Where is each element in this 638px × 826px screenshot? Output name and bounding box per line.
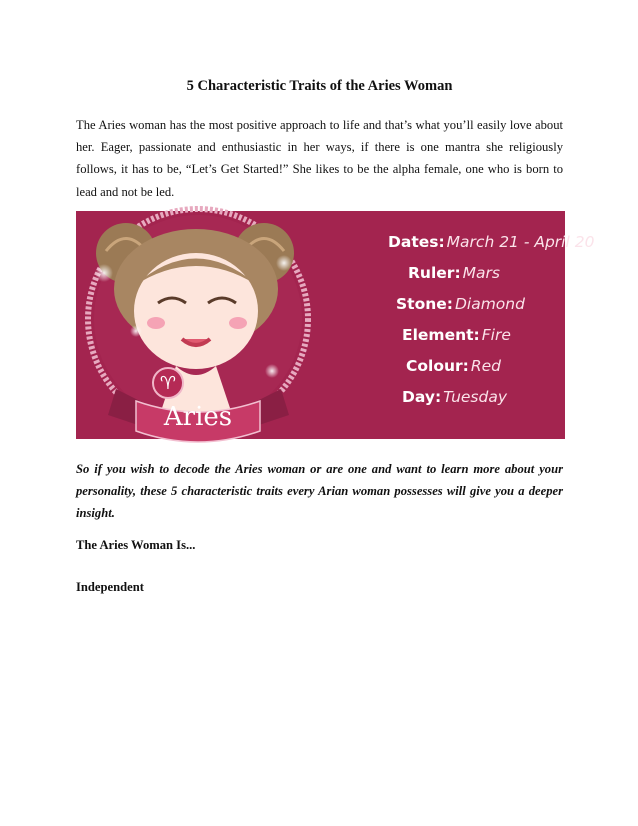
fact-colour	[388, 357, 560, 388]
fact-key: Stone:	[396, 295, 453, 313]
page-title: 5 Characteristic Traits of the Aries Woman	[186, 78, 453, 94]
fact-value: Red	[470, 357, 502, 375]
fact-key: Dates:	[388, 233, 445, 251]
fact-value: Tuesday	[443, 388, 508, 406]
fact-day	[388, 388, 560, 419]
trait-heading: Independent	[76, 580, 144, 594]
fact-value: March 21 - April 20	[446, 233, 595, 251]
emphasis-paragraph: So if you wish to decode the Aries woman or are one and want to learn more about your personality, these 5 characteristic traits every Arian woman possesses will give you a deeper insight.	[76, 462, 563, 521]
fact-key: Ruler:	[408, 264, 461, 282]
fact-key: Element:	[402, 326, 480, 344]
fact-stone	[388, 295, 560, 326]
aries-banner-image	[76, 211, 595, 439]
fact-value: Fire	[481, 326, 511, 344]
aries-symbol-icon: ♈	[159, 373, 177, 394]
fact-ruler	[388, 264, 560, 295]
face	[134, 253, 258, 369]
fact-key: Colour:	[406, 357, 469, 375]
fact-value: Mars	[462, 264, 500, 282]
fact-dates	[388, 233, 595, 264]
fact-element	[388, 326, 560, 357]
intro-paragraph: The Aries woman has the most positive approach to life and that’s what you’ll easily love about her. Eager, passionate and enthusiastic in her ways, if there is one mantra she religiously follows, it has to be, “Let’s Get Started!” She likes to be the alpha female, one who is born to lead and not be led.	[76, 118, 563, 199]
aries-ribbon-label: Aries	[163, 402, 233, 432]
fact-key: Day:	[402, 388, 442, 406]
section-subheading: The Aries Woman Is...	[76, 538, 196, 552]
fact-value: Diamond	[454, 295, 525, 313]
zodiac-facts	[388, 233, 595, 419]
